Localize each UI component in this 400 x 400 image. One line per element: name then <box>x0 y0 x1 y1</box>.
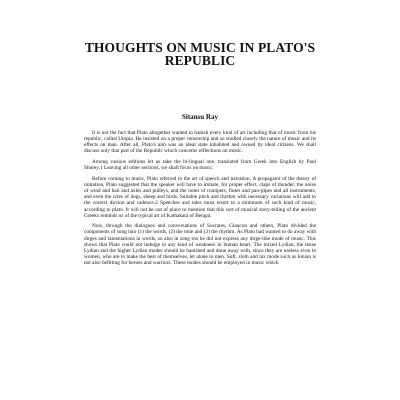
body-text <box>84 130 316 271</box>
document-title: THOUGHTS ON MUSIC IN PLATO'S REPUBLIC <box>84 40 316 68</box>
paragraph: Now, through the dialogues and conversations of Socrates, Glaucon and others, Plato divided the components of song into (1) the words, (2) the tone and (3) the rhythm. As Plato had wanted to do away with dirges and lamentations in words, so also in song too he did not express any dirge-like mode of music. This shows that Plato could not indulge in any kind of weakness in human heart. The mixed Lydian, the tense Lydian and the higher Lydian modes should be banished and done away with, since they are useless even to women, who are to make the best of themselves, let alone to men. Soft, sloth and lax mode such as Ionian is not also befitting for heroes and warriors. These modes should be employed in music which <box>84 223 316 267</box>
paragraph: It is not the fact that Plato altogether wanted to banish every kind of art including that of music from his republic, called Utopia. He insisted on a proper censorship and so studied closely the nature of music and its effects on man. After all, Plato's aim was an ideal state inhabited and owned by ideal citizens. We shall discuss only that part of the Republic which concerns reflections on music. <box>84 130 316 155</box>
paragraph: Among various editions let us take the bi-lingual one, translated from Greek into English by Paul Shorey.1 Leaving all other sections, we shall focus on music. <box>84 159 316 172</box>
author-name: Sitansu Ray <box>182 113 218 121</box>
paragraph: Before coming to music, Plato referred to the art of speech and narration. A propagator of the theory of imitation, Plato suggested that the speaker will have to imitate, for proper effect, claps of thunder, the noise of wind and hail and axles and pulleys, and the notes of trumpets, flutes and pan-pipes and all instruments, and even the cries of dogs, sheep and birds. Suitable pitch and rhythm with necessary variations will add to the correct diction and cadence.2 Speeches and tales must resort to a minimum of such kind of music, according to plato. It will not be out of place to mention that this sort of musical story-telling of the ancient Greeks reminds us of the typical art of Kathakata of Bengal. <box>84 175 316 219</box>
